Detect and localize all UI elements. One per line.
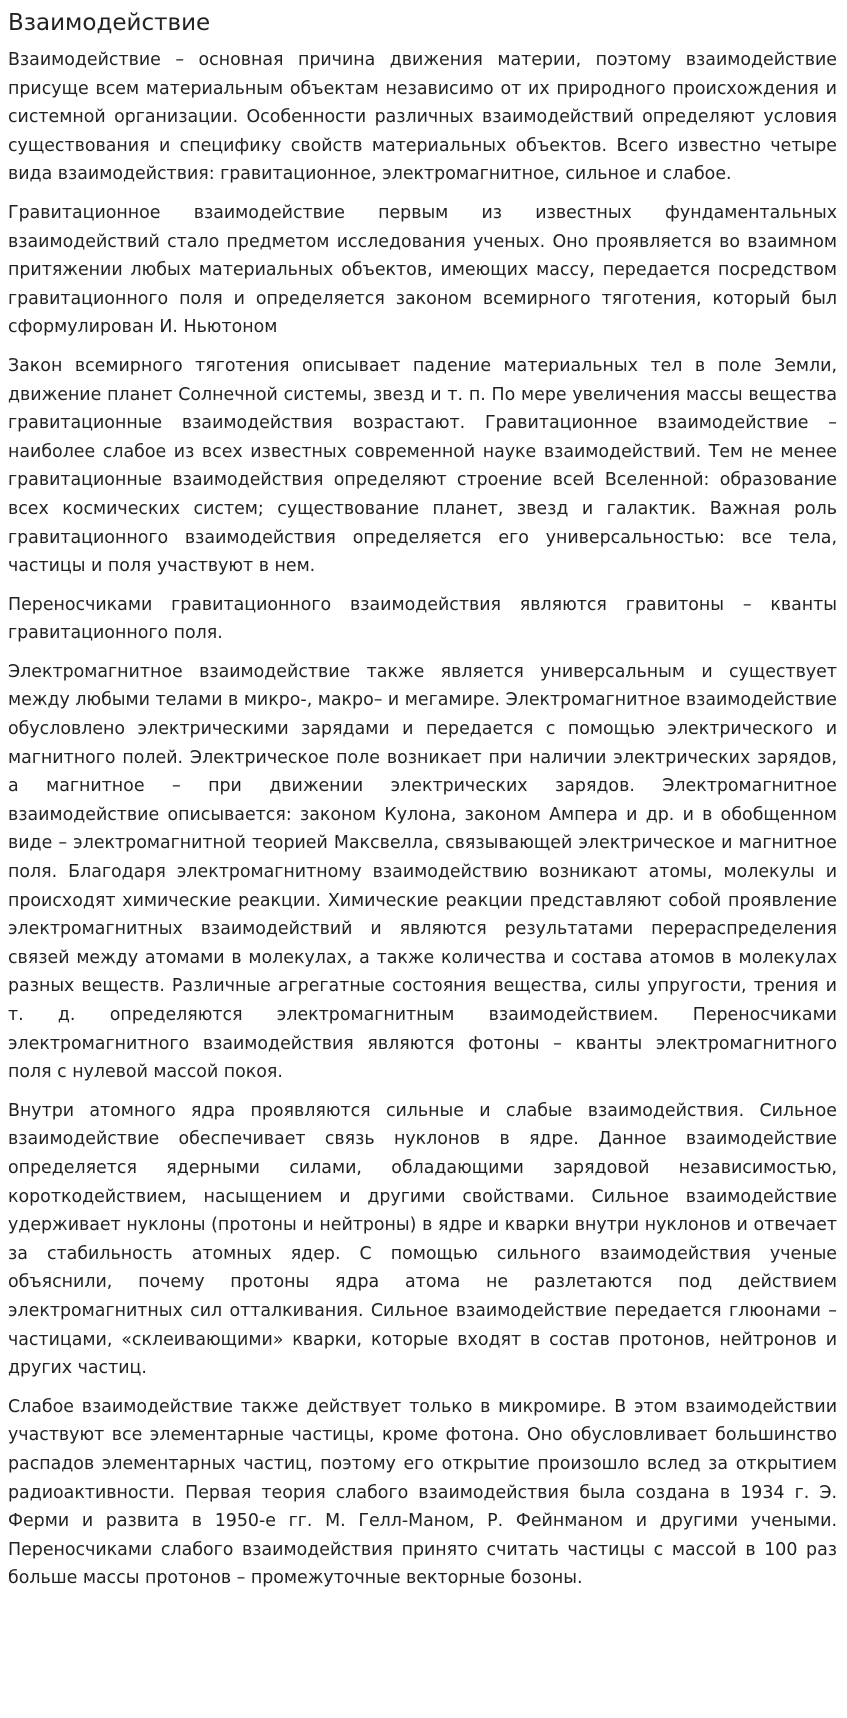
paragraph-gravitation-law: Закон всемирного тяготения описывает падение материальных тел в поле Земли, движение планет Солнечной системы, звезд и т. п. По мере увеличения массы вещества гравитационные взаимодействия возрастают. Гравитационное взаимодействие – наиболее слабое из всех известных современной науке взаимодействий. Тем не менее гравитационные взаимодействия определяют строение всей Вселенной: образование всех космических систем; существование планет, звезд и галактик. Важная роль гравитационного взаимодействия определяется его универсальностью: все тела, частицы и поля участвуют в нем. bbox=[8, 355, 837, 577]
paragraph-intro: Взаимодействие – основная причина движения материи, поэтому взаимодействие присуще всем материальным объектам независимо от их природного происхождения и системной организации. Особенности различных взаимодействий определяют условия существования и специфику свойств материальных объектов. Всего известно четыре вида взаимодействия: гравитационное, электромагнитное, сильное и слабое. bbox=[8, 50, 837, 185]
paragraph-strong: Внутри атомного ядра проявляются сильные и слабые взаимодействия. Сильное взаимодействие обеспечивает связь нуклонов в ядре. Данное взаимодействие определяется ядерными силами, обладающими зарядовой независимостью, короткодействием, насыщением и другими свойствами. Сильное взаимодействие удерживает нуклоны (протоны и нейтроны) в ядре и кварки внутри нуклонов и отвечает за стабильность атомных ядер. С помощью сильного взаимодействия ученые объяснили, почему протоны ядра атома не разлетаются под действием электромагнитных сил отталкивания. Сильное взаимодействие передается глюонами – частицами, «склеивающими» кварки, которые входят в состав протонов, нейтронов и других частиц. bbox=[8, 1100, 837, 1379]
paragraph-gravitational: Гравитационное взаимодействие первым из известных фундаментальных взаимодействий стало предметом исследования ученых. Оно проявляется во взаимном притяжении любых материальных объектов, имеющих массу, передается посредством гравитационного поля и определяется законом всемирного тяготения, который был сформулирован И. Ньютоном bbox=[8, 202, 837, 338]
paragraph-electromagnetic: Электромагнитное взаимодействие также является универсальным и существует между любыми телами в микро-, макро– и мегамире. Электромагнитное взаимодействие обусловлено электрическими зарядами и передается с помощью электрического и магнитного полей. Электрическое поле возникает при наличии электрических зарядов, а магнитное – при движении электрических зарядов. Электромагнитное взаимодействие описывается: законом Кулона, законом Ампера и др. и в обобщенном виде – электромагнитной теорией Максвелла, связывающей электрическое и магнитное поля. Благодаря электромагнитному взаимодействию возникают атомы, молекулы и происходят химические реакции. Химические реакции представляют собой проявление электромагнитных взаимодействий и являются результатами перераспределения связей между атомами в молекулах, а также количества и состава атомов в молекулах разных веществ. Различные агрегатные состояния вещества, силы упругости, трения и т. д. определяются электромагнитным взаимодействием. Переносчиками электромагнитного взаимодействия являются фотоны – кванты электромагнитного поля с нулевой массой покоя. bbox=[8, 661, 838, 1083]
paragraph-weak: Слабое взаимодействие также действует только в микромире. В этом взаимодействии участвуют все элементарные частицы, кроме фотона. Оно обусловливает большинство распадов элементарных частиц, поэтому его открытие произошло вслед за открытием радиоактивности. Первая теория слабого взаимодействия была создана в 1934 г. Э. Ферми и развита в 1950-е гг. М. Гелл-Маном, Р. Фейнманом и другими учеными. Переносчиками слабого взаимодействия принято считать частицы с массой в 100 раз больше массы протонов – промежуточные векторные бозоны. bbox=[8, 1396, 837, 1589]
paragraph-gravitons: Переносчиками гравитационного взаимодействия являются гравитоны – кванты гравитационного поля. bbox=[8, 594, 837, 644]
page-title: Взаимодействие bbox=[8, 10, 211, 36]
